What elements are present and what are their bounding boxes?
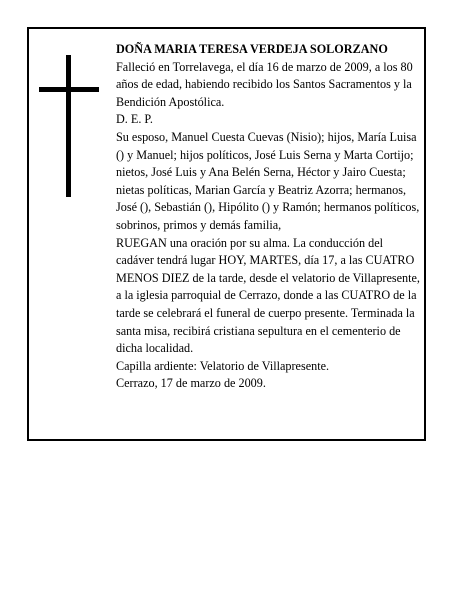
place-date: Cerrazo, 17 de marzo de 2009. xyxy=(116,376,266,391)
cross-vertical-bar xyxy=(66,55,71,197)
family-list: Su esposo, Manuel Cuesta Cuevas (Nisio); hijos, María Luisa () y Manuel; hijos políticos, José Luis Serna y Marta Cortijo; nietos, José Luis y Ana Belén Serna, Héctor y Jairo Cuesta; nietas políticas, Marian García y Beatriz Azorra; hermanos, José (), Sebastián (), Hipólito () y Ramón; hermanos políticos, sobrinos, primos y demás familia, xyxy=(116,129,420,232)
death-announcement: Falleció en Torrelavega, el día 16 de marzo de 2009, a los 80 años de edad, habiendo recibido los Santos Sacramentos y la Bendición Apostólica. xyxy=(116,59,413,109)
chapel-info: Capilla ardiente: Velatorio de Villapresente. xyxy=(116,358,330,373)
rip-line: D. E. P. xyxy=(116,112,153,127)
notice-body xyxy=(116,41,422,393)
funeral-details: RUEGAN una oración por su alma. La conducción del cadáver tendrá lugar HOY, MARTES, día 17, a las CUATRO MENOS DIEZ de la tarde, desde el velatorio de Villapresente, a la iglesia parroquial de Cerrazo, donde a las CUATRO de la tarde se celebrará el funeral de cuerpo presente. Terminada la santa misa, recibirá cristiana sepultura en el cementerio de dicha localidad. xyxy=(116,235,420,356)
obituary-notice xyxy=(27,27,426,441)
deceased-name: DOÑA MARIA TERESA VERDEJA SOLORZANO xyxy=(116,42,388,56)
cross-icon xyxy=(39,55,99,197)
cross-horizontal-bar xyxy=(39,87,99,92)
